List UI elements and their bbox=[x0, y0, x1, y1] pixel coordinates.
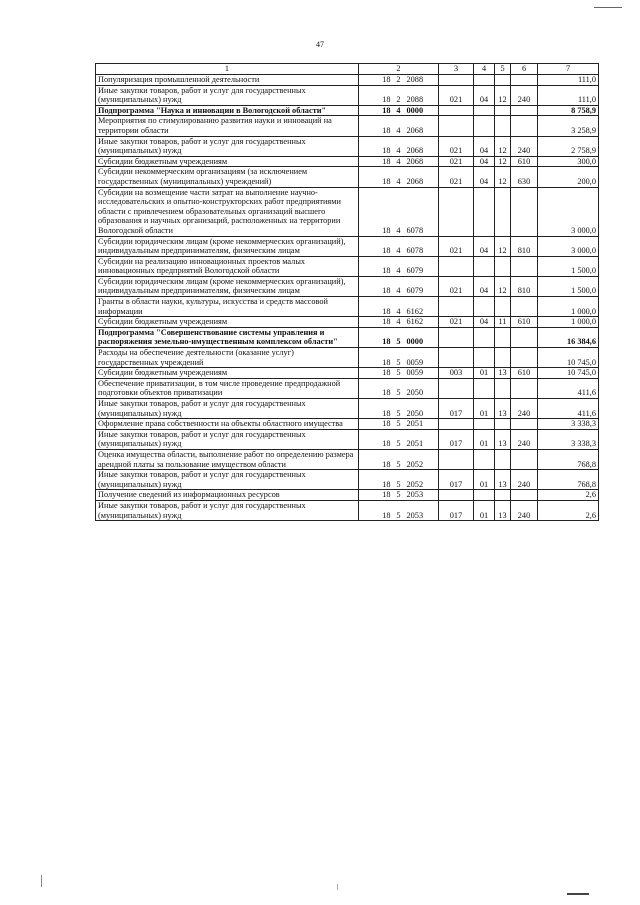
row-name-cell: Подпрограмма "Наука и инновации в Вологодской области" bbox=[96, 105, 359, 116]
row-name-cell: Иные закупки товаров, работ и услуг для государственных (муниципальных) нужд bbox=[96, 399, 359, 419]
code-item-cell: 2052 bbox=[405, 470, 439, 490]
amount-cell: 3 258,9 bbox=[538, 116, 599, 136]
row-name-cell: Субсидии бюджетным учреждениям bbox=[96, 368, 359, 379]
code-subsection-cell: 12 bbox=[495, 85, 511, 105]
code-subsection-cell bbox=[495, 297, 511, 317]
code-item-cell: 2068 bbox=[405, 136, 439, 156]
code-subsection-cell bbox=[495, 116, 511, 136]
amount-cell: 3 000,0 bbox=[538, 236, 599, 256]
code-section-cell bbox=[474, 116, 495, 136]
code-grbs-cell bbox=[439, 116, 474, 136]
code-subsection-cell bbox=[495, 105, 511, 116]
code-section-cell bbox=[474, 490, 495, 501]
code-section-cell bbox=[474, 378, 495, 398]
header-cell: 7 bbox=[538, 64, 599, 75]
code-subsection-cell: 13 bbox=[495, 368, 511, 379]
row-name-cell: Иные закупки товаров, работ и услуг для государственных (муниципальных) нужд bbox=[96, 500, 359, 520]
code-sub-cell: 4 bbox=[393, 156, 405, 167]
code-subsection-cell: 12 bbox=[495, 156, 511, 167]
code-admin-cell: 18 bbox=[359, 449, 393, 469]
code-section-cell bbox=[474, 105, 495, 116]
header-cell: 6 bbox=[511, 64, 538, 75]
code-sub-cell: 4 bbox=[393, 167, 405, 187]
code-section-cell: 01 bbox=[474, 470, 495, 490]
code-expense-type-cell: 240 bbox=[511, 399, 538, 419]
amount-cell: 768,8 bbox=[538, 470, 599, 490]
code-sub-cell: 5 bbox=[393, 348, 405, 368]
code-admin-cell: 18 bbox=[359, 399, 393, 419]
code-subsection-cell bbox=[495, 490, 511, 501]
code-expense-type-cell bbox=[511, 327, 538, 347]
table-row bbox=[96, 85, 599, 105]
code-item-cell: 0000 bbox=[405, 105, 439, 116]
code-expense-type-cell: 610 bbox=[511, 156, 538, 167]
row-name-cell: Субсидии юридическим лицам (кроме некоммерческих организаций), индивидуальным предпринимателям, физическим лицам bbox=[96, 236, 359, 256]
table-row bbox=[96, 327, 599, 347]
table-row bbox=[96, 449, 599, 469]
code-subsection-cell bbox=[495, 419, 511, 430]
table-row bbox=[96, 276, 599, 296]
code-subsection-cell bbox=[495, 187, 511, 236]
code-subsection-cell: 12 bbox=[495, 236, 511, 256]
code-grbs-cell: 017 bbox=[439, 399, 474, 419]
code-grbs-cell: 021 bbox=[439, 236, 474, 256]
code-admin-cell: 18 bbox=[359, 419, 393, 430]
table-row bbox=[96, 156, 599, 167]
code-sub-cell: 4 bbox=[393, 187, 405, 236]
amount-cell: 3 338,3 bbox=[538, 419, 599, 430]
code-admin-cell: 18 bbox=[359, 297, 393, 317]
amount-cell: 3 338,3 bbox=[538, 429, 599, 449]
code-grbs-cell: 021 bbox=[439, 317, 474, 328]
code-item-cell: 0059 bbox=[405, 348, 439, 368]
code-admin-cell: 18 bbox=[359, 116, 393, 136]
code-grbs-cell bbox=[439, 419, 474, 430]
code-item-cell: 0059 bbox=[405, 368, 439, 379]
code-expense-type-cell: 240 bbox=[511, 470, 538, 490]
code-item-cell: 2050 bbox=[405, 378, 439, 398]
header-cell: 2 bbox=[359, 64, 439, 75]
code-subsection-cell: 12 bbox=[495, 276, 511, 296]
table-row bbox=[96, 348, 599, 368]
code-section-cell bbox=[474, 419, 495, 430]
code-expense-type-cell bbox=[511, 256, 538, 276]
code-sub-cell: 5 bbox=[393, 490, 405, 501]
amount-cell: 1 000,0 bbox=[538, 297, 599, 317]
amount-cell: 2,6 bbox=[538, 490, 599, 501]
code-subsection-cell: 13 bbox=[495, 429, 511, 449]
code-sub-cell: 2 bbox=[393, 85, 405, 105]
code-item-cell: 2053 bbox=[405, 490, 439, 501]
row-name-cell: Субсидии бюджетным учреждениям bbox=[96, 156, 359, 167]
code-sub-cell: 4 bbox=[393, 236, 405, 256]
code-grbs-cell bbox=[439, 105, 474, 116]
row-name-cell: Популяризация промышленной деятельности bbox=[96, 75, 359, 86]
code-subsection-cell bbox=[495, 327, 511, 347]
code-section-cell bbox=[474, 187, 495, 236]
code-grbs-cell: 021 bbox=[439, 276, 474, 296]
row-name-cell: Расходы на обеспечение деятельности (оказание услуг) государственных учреждений bbox=[96, 348, 359, 368]
table-row bbox=[96, 490, 599, 501]
code-grbs-cell bbox=[439, 378, 474, 398]
code-expense-type-cell: 240 bbox=[511, 85, 538, 105]
code-subsection-cell bbox=[495, 449, 511, 469]
table-row bbox=[96, 167, 599, 187]
code-subsection-cell bbox=[495, 256, 511, 276]
code-section-cell: 04 bbox=[474, 136, 495, 156]
code-expense-type-cell: 610 bbox=[511, 317, 538, 328]
code-admin-cell: 18 bbox=[359, 276, 393, 296]
code-section-cell bbox=[474, 75, 495, 86]
table-row bbox=[96, 136, 599, 156]
amount-cell: 8 758,9 bbox=[538, 105, 599, 116]
code-grbs-cell: 021 bbox=[439, 85, 474, 105]
code-item-cell: 2053 bbox=[405, 500, 439, 520]
code-item-cell: 6078 bbox=[405, 236, 439, 256]
code-expense-type-cell: 240 bbox=[511, 500, 538, 520]
code-expense-type-cell bbox=[511, 105, 538, 116]
table-row bbox=[96, 470, 599, 490]
table-body bbox=[96, 64, 599, 521]
code-subsection-cell bbox=[495, 75, 511, 86]
code-grbs-cell: 017 bbox=[439, 500, 474, 520]
code-section-cell: 04 bbox=[474, 85, 495, 105]
code-item-cell: 2052 bbox=[405, 449, 439, 469]
code-sub-cell: 4 bbox=[393, 276, 405, 296]
row-name-cell: Оценка имущества области, выполнение работ по определению размера арендной платы за пользование имуществом области bbox=[96, 449, 359, 469]
row-name-cell: Мероприятия по стимулированию развития науки и инноваций на территории области bbox=[96, 116, 359, 136]
code-expense-type-cell bbox=[511, 297, 538, 317]
code-grbs-cell bbox=[439, 187, 474, 236]
code-admin-cell: 18 bbox=[359, 378, 393, 398]
table-row bbox=[96, 297, 599, 317]
row-name-cell: Получение сведений из информационных ресурсов bbox=[96, 490, 359, 501]
code-item-cell: 2088 bbox=[405, 85, 439, 105]
amount-cell: 200,0 bbox=[538, 167, 599, 187]
row-name-cell: Иные закупки товаров, работ и услуг для государственных (муниципальных) нужд bbox=[96, 470, 359, 490]
code-admin-cell: 18 bbox=[359, 470, 393, 490]
code-item-cell: 6079 bbox=[405, 256, 439, 276]
code-section-cell bbox=[474, 297, 495, 317]
amount-cell: 300,0 bbox=[538, 156, 599, 167]
code-subsection-cell: 13 bbox=[495, 470, 511, 490]
row-name-cell: Иные закупки товаров, работ и услуг для государственных (муниципальных) нужд bbox=[96, 429, 359, 449]
table-row bbox=[96, 419, 599, 430]
amount-cell: 16 384,6 bbox=[538, 327, 599, 347]
code-admin-cell: 18 bbox=[359, 167, 393, 187]
code-admin-cell: 18 bbox=[359, 348, 393, 368]
code-admin-cell: 18 bbox=[359, 317, 393, 328]
code-grbs-cell bbox=[439, 75, 474, 86]
table-row bbox=[96, 236, 599, 256]
code-sub-cell: 4 bbox=[393, 105, 405, 116]
code-admin-cell: 18 bbox=[359, 156, 393, 167]
code-admin-cell: 18 bbox=[359, 85, 393, 105]
code-item-cell: 6078 bbox=[405, 187, 439, 236]
row-name-cell: Субсидии юридическим лицам (кроме некоммерческих организаций), индивидуальным предпринимателям, физическим лицам bbox=[96, 276, 359, 296]
code-sub-cell: 4 bbox=[393, 116, 405, 136]
code-admin-cell: 18 bbox=[359, 368, 393, 379]
scan-mark-bottom bbox=[567, 893, 589, 895]
code-expense-type-cell: 630 bbox=[511, 167, 538, 187]
code-subsection-cell: 11 bbox=[495, 317, 511, 328]
amount-cell: 111,0 bbox=[538, 85, 599, 105]
code-grbs-cell: 021 bbox=[439, 136, 474, 156]
code-section-cell bbox=[474, 256, 495, 276]
code-expense-type-cell bbox=[511, 419, 538, 430]
code-subsection-cell bbox=[495, 348, 511, 368]
code-admin-cell: 18 bbox=[359, 327, 393, 347]
page-number: 47 bbox=[316, 40, 324, 49]
code-section-cell: 01 bbox=[474, 399, 495, 419]
amount-cell: 1 000,0 bbox=[538, 317, 599, 328]
code-grbs-cell: 021 bbox=[439, 156, 474, 167]
amount-cell: 1 500,0 bbox=[538, 256, 599, 276]
header-cell: 5 bbox=[495, 64, 511, 75]
code-item-cell: 6162 bbox=[405, 317, 439, 328]
code-item-cell: 2068 bbox=[405, 167, 439, 187]
row-name-cell: Гранты в области науки, культуры, искусства и средств массовой информации bbox=[96, 297, 359, 317]
code-expense-type-cell bbox=[511, 348, 538, 368]
code-sub-cell: 5 bbox=[393, 449, 405, 469]
code-sub-cell: 5 bbox=[393, 378, 405, 398]
code-expense-type-cell bbox=[511, 449, 538, 469]
code-subsection-cell: 12 bbox=[495, 136, 511, 156]
amount-cell: 1 500,0 bbox=[538, 276, 599, 296]
table-header-row bbox=[96, 64, 599, 75]
code-item-cell: 6079 bbox=[405, 276, 439, 296]
row-name-cell: Оформление права собственности на объекты областного имущества bbox=[96, 419, 359, 430]
scan-mark-left bbox=[41, 875, 42, 887]
code-expense-type-cell: 240 bbox=[511, 136, 538, 156]
table-row bbox=[96, 500, 599, 520]
header-cell: 3 bbox=[439, 64, 474, 75]
code-item-cell: 2088 bbox=[405, 75, 439, 86]
code-admin-cell: 18 bbox=[359, 105, 393, 116]
code-admin-cell: 18 bbox=[359, 429, 393, 449]
code-sub-cell: 5 bbox=[393, 500, 405, 520]
table-row bbox=[96, 429, 599, 449]
code-section-cell bbox=[474, 327, 495, 347]
code-expense-type-cell bbox=[511, 187, 538, 236]
code-admin-cell: 18 bbox=[359, 187, 393, 236]
table-row bbox=[96, 399, 599, 419]
code-sub-cell: 4 bbox=[393, 136, 405, 156]
code-admin-cell: 18 bbox=[359, 75, 393, 86]
code-item-cell: 2051 bbox=[405, 429, 439, 449]
code-item-cell: 2068 bbox=[405, 156, 439, 167]
code-section-cell bbox=[474, 449, 495, 469]
code-grbs-cell bbox=[439, 490, 474, 501]
row-name-cell: Субсидии бюджетным учреждениям bbox=[96, 317, 359, 328]
code-sub-cell: 5 bbox=[393, 419, 405, 430]
code-section-cell: 04 bbox=[474, 156, 495, 167]
table-row bbox=[96, 105, 599, 116]
row-name-cell: Субсидии на реализацию инновационных проектов малых инновационных предприятий Вологодской области bbox=[96, 256, 359, 276]
code-item-cell: 2050 bbox=[405, 399, 439, 419]
amount-cell: 10 745,0 bbox=[538, 368, 599, 379]
code-sub-cell: 5 bbox=[393, 429, 405, 449]
row-name-cell: Субсидии некоммерческим организациям (за исключением государственных (муниципальных) учреждений) bbox=[96, 167, 359, 187]
table-row bbox=[96, 75, 599, 86]
code-expense-type-cell bbox=[511, 378, 538, 398]
code-sub-cell: 5 bbox=[393, 368, 405, 379]
code-grbs-cell bbox=[439, 327, 474, 347]
code-sub-cell: 5 bbox=[393, 327, 405, 347]
row-name-cell: Иные закупки товаров, работ и услуг для государственных (муниципальных) нужд bbox=[96, 85, 359, 105]
header-cell: 4 bbox=[474, 64, 495, 75]
code-item-cell: 2051 bbox=[405, 419, 439, 430]
code-item-cell: 0000 bbox=[405, 327, 439, 347]
code-section-cell: 04 bbox=[474, 167, 495, 187]
code-sub-cell: 5 bbox=[393, 399, 405, 419]
code-item-cell: 6162 bbox=[405, 297, 439, 317]
code-expense-type-cell bbox=[511, 490, 538, 501]
code-subsection-cell: 13 bbox=[495, 399, 511, 419]
amount-cell: 3 000,0 bbox=[538, 187, 599, 236]
code-sub-cell: 5 bbox=[393, 470, 405, 490]
code-grbs-cell bbox=[439, 449, 474, 469]
amount-cell: 2 758,9 bbox=[538, 136, 599, 156]
budget-table bbox=[95, 63, 599, 521]
code-grbs-cell bbox=[439, 256, 474, 276]
code-admin-cell: 18 bbox=[359, 256, 393, 276]
code-subsection-cell: 12 bbox=[495, 167, 511, 187]
amount-cell: 768,8 bbox=[538, 449, 599, 469]
code-admin-cell: 18 bbox=[359, 236, 393, 256]
code-admin-cell: 18 bbox=[359, 490, 393, 501]
code-sub-cell: 4 bbox=[393, 317, 405, 328]
amount-cell: 411,6 bbox=[538, 399, 599, 419]
code-section-cell: 04 bbox=[474, 276, 495, 296]
amount-cell: 2,6 bbox=[538, 500, 599, 520]
code-subsection-cell: 13 bbox=[495, 500, 511, 520]
scan-mark-top bbox=[594, 7, 622, 8]
code-grbs-cell bbox=[439, 297, 474, 317]
code-sub-cell: 4 bbox=[393, 297, 405, 317]
row-name-cell: Обеспечение приватизации, в том числе проведение предпродажной подготовки объектов приватизации bbox=[96, 378, 359, 398]
code-subsection-cell bbox=[495, 378, 511, 398]
code-section-cell bbox=[474, 348, 495, 368]
table-row bbox=[96, 187, 599, 236]
row-name-cell: Иные закупки товаров, работ и услуг для государственных (муниципальных) нужд bbox=[96, 136, 359, 156]
amount-cell: 10 745,0 bbox=[538, 348, 599, 368]
table-row bbox=[96, 378, 599, 398]
code-item-cell: 2068 bbox=[405, 116, 439, 136]
code-expense-type-cell: 610 bbox=[511, 368, 538, 379]
code-section-cell: 04 bbox=[474, 236, 495, 256]
code-grbs-cell: 017 bbox=[439, 470, 474, 490]
code-section-cell: 04 bbox=[474, 317, 495, 328]
code-expense-type-cell: 810 bbox=[511, 236, 538, 256]
scan-mark-center bbox=[337, 884, 338, 890]
code-section-cell: 01 bbox=[474, 429, 495, 449]
code-expense-type-cell bbox=[511, 75, 538, 86]
code-sub-cell: 4 bbox=[393, 256, 405, 276]
amount-cell: 111,0 bbox=[538, 75, 599, 86]
code-section-cell: 01 bbox=[474, 500, 495, 520]
code-expense-type-cell bbox=[511, 116, 538, 136]
code-section-cell: 01 bbox=[474, 368, 495, 379]
table-row bbox=[96, 256, 599, 276]
code-admin-cell: 18 bbox=[359, 500, 393, 520]
code-grbs-cell: 017 bbox=[439, 429, 474, 449]
amount-cell: 411,6 bbox=[538, 378, 599, 398]
code-admin-cell: 18 bbox=[359, 136, 393, 156]
table-row bbox=[96, 116, 599, 136]
code-sub-cell: 2 bbox=[393, 75, 405, 86]
table-row bbox=[96, 368, 599, 379]
code-expense-type-cell: 240 bbox=[511, 429, 538, 449]
code-expense-type-cell: 810 bbox=[511, 276, 538, 296]
row-name-cell: Подпрограмма "Совершенствование системы управления и распоряжения земельно-имущественным комплексом области" bbox=[96, 327, 359, 347]
header-cell: 1 bbox=[96, 64, 359, 75]
row-name-cell: Субсидии на возмещение части затрат на выполнение научно-исследовательских и опытно-конструкторских работ предприятиями области с привлечением образовательных организаций высшего образования и научных организаций, расположенных на территории Вологодской области bbox=[96, 187, 359, 236]
code-grbs-cell: 021 bbox=[439, 167, 474, 187]
code-grbs-cell bbox=[439, 348, 474, 368]
table-row bbox=[96, 317, 599, 328]
code-grbs-cell: 003 bbox=[439, 368, 474, 379]
